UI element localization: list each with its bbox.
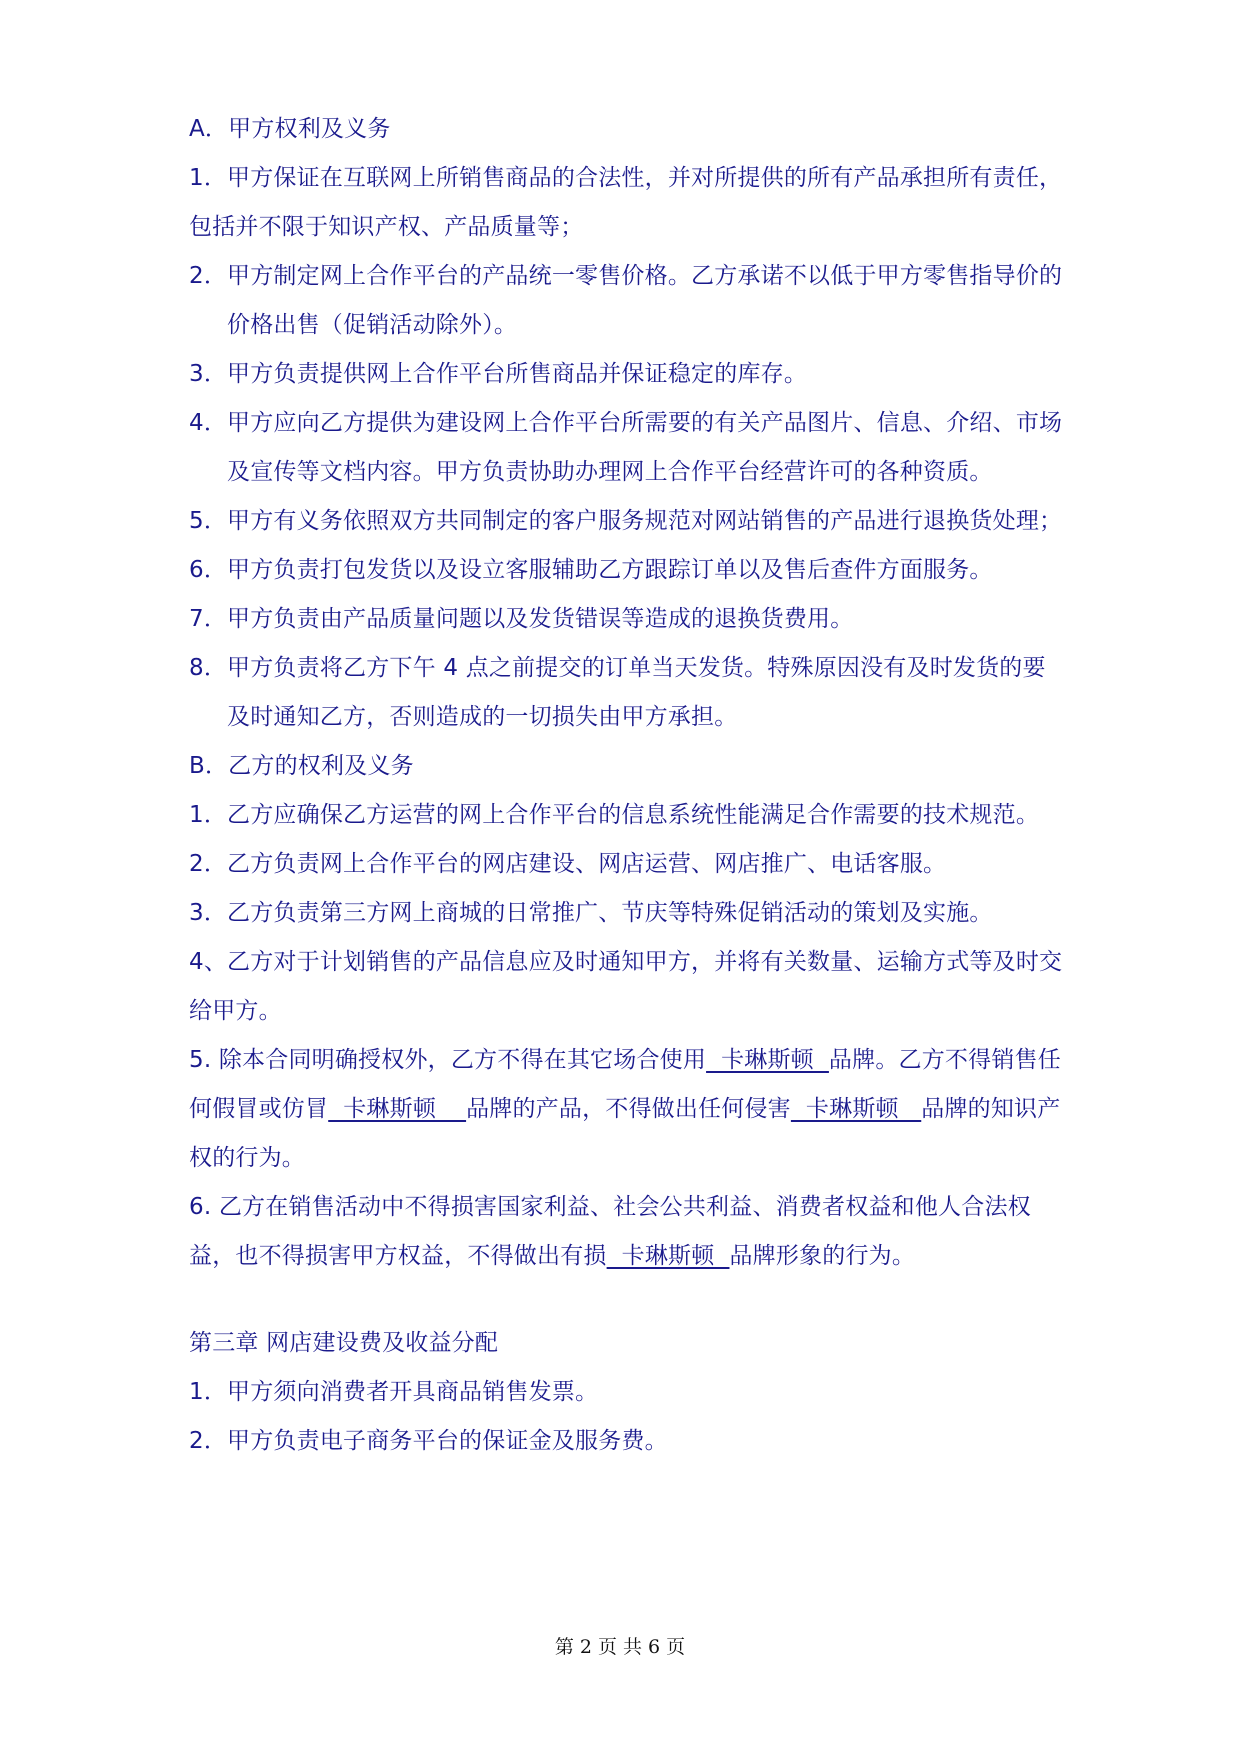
section-a-item-8: 8．甲方负责将乙方下午 4 点之前提交的订单当天发货。特殊原因没有及时发货的要及时通知乙方，否则造成的一切损失由甲方承担。 xyxy=(189,655,1046,730)
section-b-item-4: 4、乙方对于计划销售的产品信息应及时通知甲方，并将有关数量、运输方式等及时交给甲方。 xyxy=(189,949,1063,1024)
item-5-text-3: 品牌的产品，不得做出任何侵害 xyxy=(466,1096,791,1122)
section-spacer xyxy=(189,1281,1064,1319)
chapter-3-title: 第三章 网店建设费及收益分配 xyxy=(189,1330,499,1356)
section-b-item-2: 2．乙方负责网上合作平台的网店建设、网店运营、网店推广、电话客服。 xyxy=(189,851,947,877)
section-b-item-3: 3．乙方负责第三方网上商城的日常推广、节庆等特殊促销活动的策划及实施。 xyxy=(189,900,993,926)
section-b-item-1: 1．乙方应确保乙方运营的网上合作平台的信息系统性能满足合作需要的技术规范。 xyxy=(189,802,1040,828)
item-5-text-4: 品牌的知识产权的行为。 xyxy=(189,1096,1061,1171)
page-number-footer: 第 2 页 共 6 页 xyxy=(554,1636,686,1658)
section-a-item-7: 7．甲方负责由产品质量问题以及发货错误等造成的退换货费用。 xyxy=(189,606,854,632)
section-a-item-6: 6．甲方负责打包发货以及设立客服辅助乙方跟踪订单以及售后查件方面服务。 xyxy=(189,557,993,583)
document-body xyxy=(189,105,1064,1466)
section-a-item-3: 3．甲方负责提供网上合作平台所售商品并保证稳定的库存。 xyxy=(189,361,808,387)
brand-blank-3: 卡琳斯顿 xyxy=(790,1096,922,1122)
section-b-item-5 xyxy=(189,1036,1064,1183)
section-a-item-2: 2．甲方制定网上合作平台的产品统一零售价格。乙方承诺不以低于甲方零售指导价的价格出售（促销活动除外）。 xyxy=(189,263,1063,338)
chapter-3-item-1: 1．甲方须向消费者开具商品销售发票。 xyxy=(189,1379,599,1405)
section-a-item-4: 4．甲方应向乙方提供为建设网上合作平台所需要的有关产品图片、信息、介绍、市场及宣传等文档内容。甲方负责协助办理网上合作平台经营许可的各种资质。 xyxy=(189,410,1063,485)
section-a-item-5: 5．甲方有义务依照双方共同制定的客户服务规范对网站销售的产品进行退换货处理； xyxy=(189,508,1063,534)
brand-blank-2: 卡琳斯顿 xyxy=(328,1096,467,1122)
section-b-title: B．乙方的权利及义务 xyxy=(189,753,414,779)
item-5-text-2: 品牌。乙方不得销售任何假冒或仿冒 xyxy=(189,1047,1061,1122)
section-b-item-6 xyxy=(189,1183,1064,1281)
brand-blank-4: 卡琳斯顿 xyxy=(606,1243,730,1269)
chapter-3-item-2: 2．甲方负责电子商务平台的保证金及服务费。 xyxy=(189,1428,668,1454)
item-5-text-1: 5. 除本合同明确授权外，乙方不得在其它场合使用 xyxy=(189,1047,707,1073)
item-6-text-2: 品牌形象的行为。 xyxy=(729,1243,916,1269)
item-6-text-1: 6. 乙方在销售活动中不得损害国家利益、社会公共利益、消费者权益和他人合法权益，也不得损害甲方权益，不得做出有损 xyxy=(189,1194,1031,1269)
section-a-item-1: 1．甲方保证在互联网上所销售商品的合法性，并对所提供的所有产品承担所有责任，包括并不限于知识产权、产品质量等； xyxy=(189,165,1063,240)
section-a-title: A．甲方权利及义务 xyxy=(189,116,391,142)
brand-blank-1: 卡琳斯顿 xyxy=(706,1047,829,1073)
